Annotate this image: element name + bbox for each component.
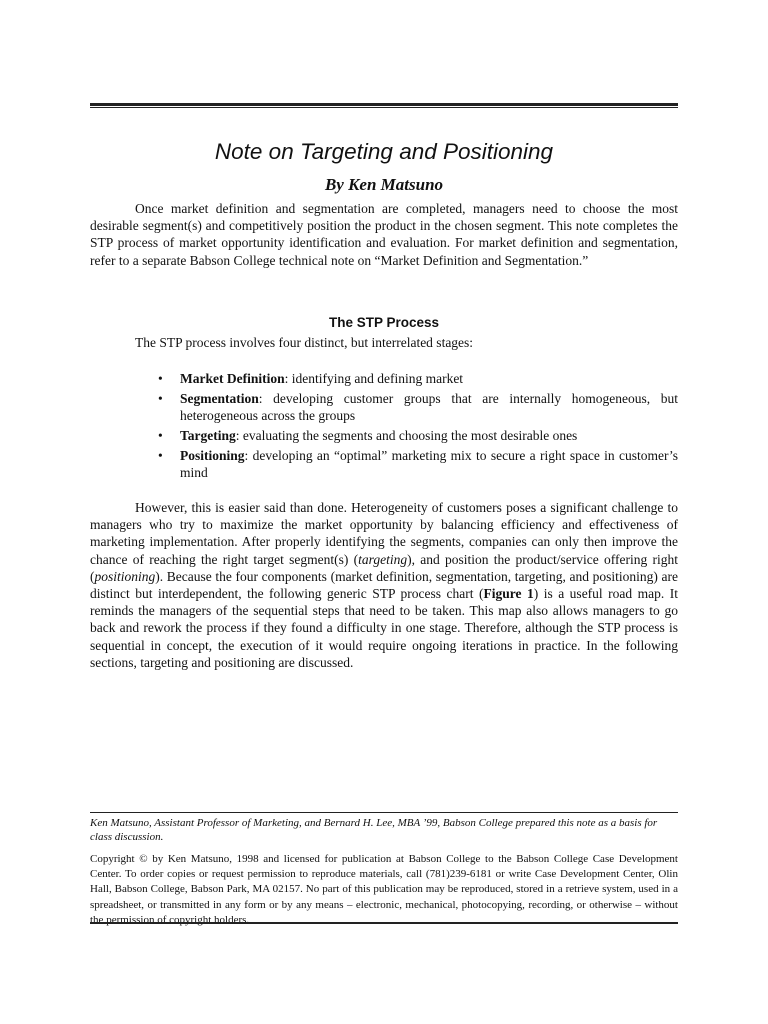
body-paragraph xyxy=(90,499,678,671)
stage-term: Positioning xyxy=(180,447,245,463)
section-lead: The STP process involves four distinct, but interrelated stages: xyxy=(135,335,474,350)
body-text: However, this is easier said than done. Heterogeneity of customers poses a significant challenge to managers who try to maximize the market opportunity by balancing efficiency and effectiveness of marketing implementation. After properly identifying the segments, companies can only then improve the chance of reaching the right target segment(s) ( xyxy=(90,500,678,567)
section-heading: The STP Process xyxy=(328,315,440,330)
list-item xyxy=(90,390,678,424)
stage-description: : developing customer groups that are internally homogeneous, but heterogeneous across the groups xyxy=(180,390,678,423)
figure-reference: Figure 1 xyxy=(483,586,534,602)
document-title: Note on Targeting and Positioning xyxy=(214,139,554,164)
bottom-rule xyxy=(90,922,678,924)
body-text: ) is a useful road map. It reminds the managers of the sequential steps that need to be taken. This map also allows managers to go back and rework the process if they found a difficulty in one stage. Therefore, although the STP process is sequential in concept, the execution of it would require ongoing iterations in practice. In the following sections, targeting and positioning are discussed. xyxy=(90,586,679,670)
bullet-icon: • xyxy=(158,427,163,443)
stage-description: : identifying and defining market xyxy=(284,371,464,386)
header-rule xyxy=(90,103,678,108)
stage-description: : evaluating the segments and choosing the most desirable ones xyxy=(235,427,578,443)
stage-description: : developing an “optimal” marketing mix to secure a right space in customer’s mind xyxy=(180,447,678,480)
body-text: ), and position the product/service offering right ( xyxy=(90,551,678,584)
author-byline: By Ken Matsuno xyxy=(324,175,444,194)
stage-term: Market Definition xyxy=(180,371,285,386)
author-credit: Ken Matsuno, Assistant Professor of Marketing, and Bernard H. Lee, MBA ’99, Babson College prepared this note as a basis for class discussion. xyxy=(90,817,658,843)
body-emphasis: targeting xyxy=(358,551,408,567)
intro-paragraph: Once market definition and segmentation are completed, managers need to choose the most desirable segment(s) and competitively position the product in the chosen segment. This note completes the STP process of market opportunity identification and evaluation. For market definition and segmentation, refer to a separate Babson College technical note on “Market Definition and Segmentation.” xyxy=(90,201,678,268)
stp-stage-list xyxy=(90,370,678,484)
list-item xyxy=(90,447,678,481)
bullet-icon: • xyxy=(158,371,163,386)
stage-term: Segmentation xyxy=(180,390,259,406)
footer-rule xyxy=(90,812,678,813)
body-emphasis: positioning xyxy=(94,568,156,584)
stage-term: Targeting xyxy=(180,427,236,443)
bullet-icon: • xyxy=(158,390,163,406)
list-item xyxy=(90,427,678,444)
list-item xyxy=(90,370,678,387)
body-text: ). Because the four components (market definition, segmentation, targeting, and positioning) are distinct but interdependent, the following generic STP process chart ( xyxy=(90,568,678,602)
bullet-icon: • xyxy=(158,447,163,463)
copyright-notice: Copyright © by Ken Matsuno, 1998 and licensed for publication at Babson College to the Babson College Case Development Center. To order copies or request permission to reproduce materials, call (781)239-6181 or write Case Development Center, Olin Hall, Babson College, Babson Park, MA 02157. No part of this publication may be reproduced, stored in a retrieve system, used in a spreadsheet, or transmitted in any form or by any means – electronic, mechanical, photocopying, recording, or otherwise – without the permission of copyright holders. xyxy=(90,853,678,926)
